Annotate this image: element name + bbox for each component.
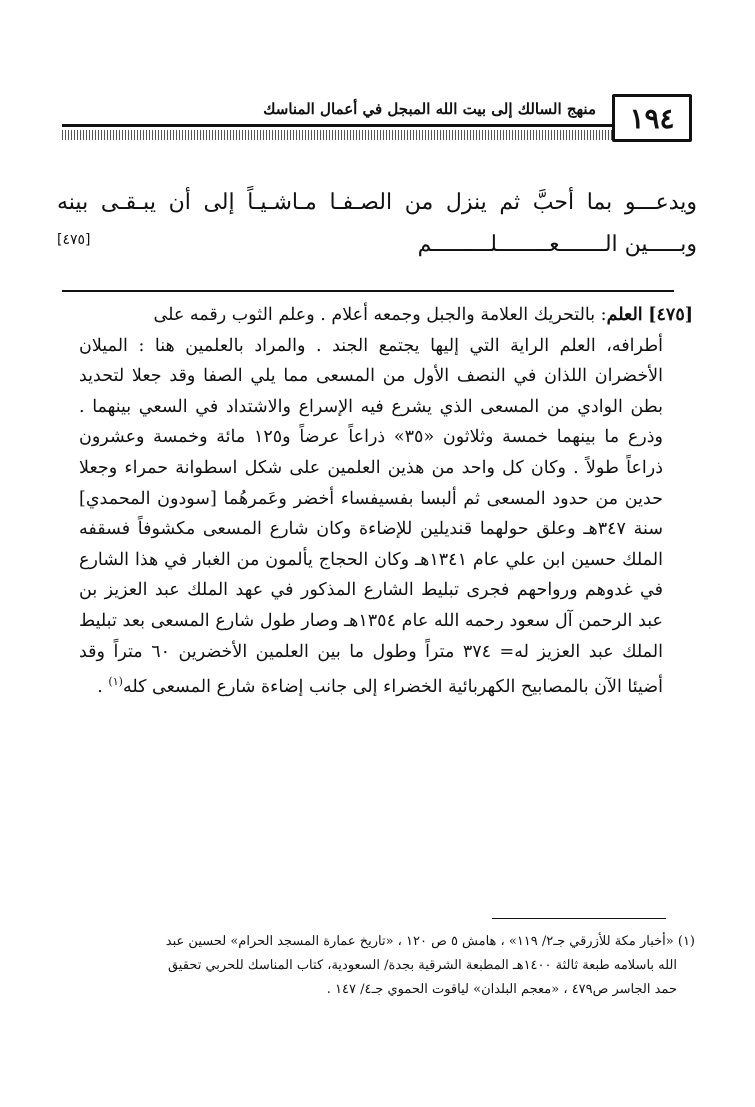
footnote-line-3: حمد الجاسر ص٤٧٩ ، «معجم البلدان» لياقوت الحموي جـ٤/ ١٤٧ .	[326, 982, 677, 997]
page-number: ١٩٤	[612, 94, 692, 142]
footnote-rule	[492, 918, 666, 919]
commentary-end: .	[97, 676, 103, 697]
commentary-first-line	[79, 300, 693, 331]
footnote-line-1: (١) «أخبار مكة للأزرقي جـ٢/ ١١٩» ، هامش ٥ ص ١٢٠ ، «تاريخ عمارة المسجد الحرام» لحسين عبد	[165, 934, 695, 949]
verse-reference: [٤٧٥]	[57, 232, 91, 248]
header-rule	[62, 124, 632, 127]
commentary-term: العلم	[606, 305, 643, 325]
header-hatch-band	[62, 130, 632, 140]
verse-line-2-text: وبـــــين الـــــــعــــــــلـــــــــم	[417, 232, 697, 257]
footnote-line-2: الله باسلامه طبعة ثالثة ١٤٠٠هـ المطبعة الشرقية بجدة/ السعودية، كتاب المناسك للحربي تحقيق	[167, 958, 677, 973]
commentary-paragraph	[79, 331, 693, 703]
commentary-text: أطرافه، العلم الراية التي إليها يجتمع الجند . والمراد بالعلمين هنا : الميلان الأخضران اللذان في النصف الأول من المسعى مما يلي الصفا وقد جعلا لتحديد بطن الوادي من المسعى الذي يشرع فيه الإسراع والاشتداد في السعي بينهما . وذرع ما بينهما خمسة وثلاثون «٣٥» ذراعاً عرضاً و١٢٥ مائة وخمسة وعشرون ذراعاً طولاً . وكان كل واحد من هذين العلمين على شكل اسطوانة حمراء وجعلا حدين من حدود المسعى ثم ألبسا بفسيفساء أخضر وعَمرهُما [سودون المحمدي] سنة ٣٤٧هـ وعلق حولهما قنديلين للإضاءة وكان شارع المسعى مكشوفاً فسقفه الملك حسين ابن علي عام ١٣٤١هـ وكان الحجاج يألمون من الغبار في هذا الشارع في غدوهم ورواحهم فجرى تبليط الشارع المذكور في عهد الملك عبد العزيز بن عبد الرحمن آل سعود رحمه الله عام ١٣٥٤هـ وصار طول شارع المسعى بعد تبليط الملك عبد العزيز له= ٣٧٤ متراً وطول ما بين العلمين الأخضرين ٦٠ متراً وقد أضيئا الآن بالمصابيح الكهربائية الخضراء إلى جانب إضاءة شارع المسعى كله	[79, 335, 664, 697]
verse-line-2	[57, 232, 697, 257]
footnote	[55, 930, 695, 1002]
commentary-reference: [٤٧٥]	[648, 305, 693, 325]
page-header	[62, 94, 692, 150]
running-title: منهج السالك إلى بيت الله المبجل في أعمال المناسك	[263, 100, 596, 118]
commentary-definition: : بالتحريك العلامة والجبل وجمعه أعلام . وعلم الثوب رقمه على	[153, 305, 607, 325]
commentary	[79, 300, 693, 703]
section-divider	[62, 290, 674, 292]
verse-line-1: ويدعـــو بما أحبَّ ثم ينزل من الصـفـا مـاشـيـاً إلى أن يبـقـى بينه	[57, 190, 697, 215]
footnote-marker: (١)	[108, 675, 123, 689]
